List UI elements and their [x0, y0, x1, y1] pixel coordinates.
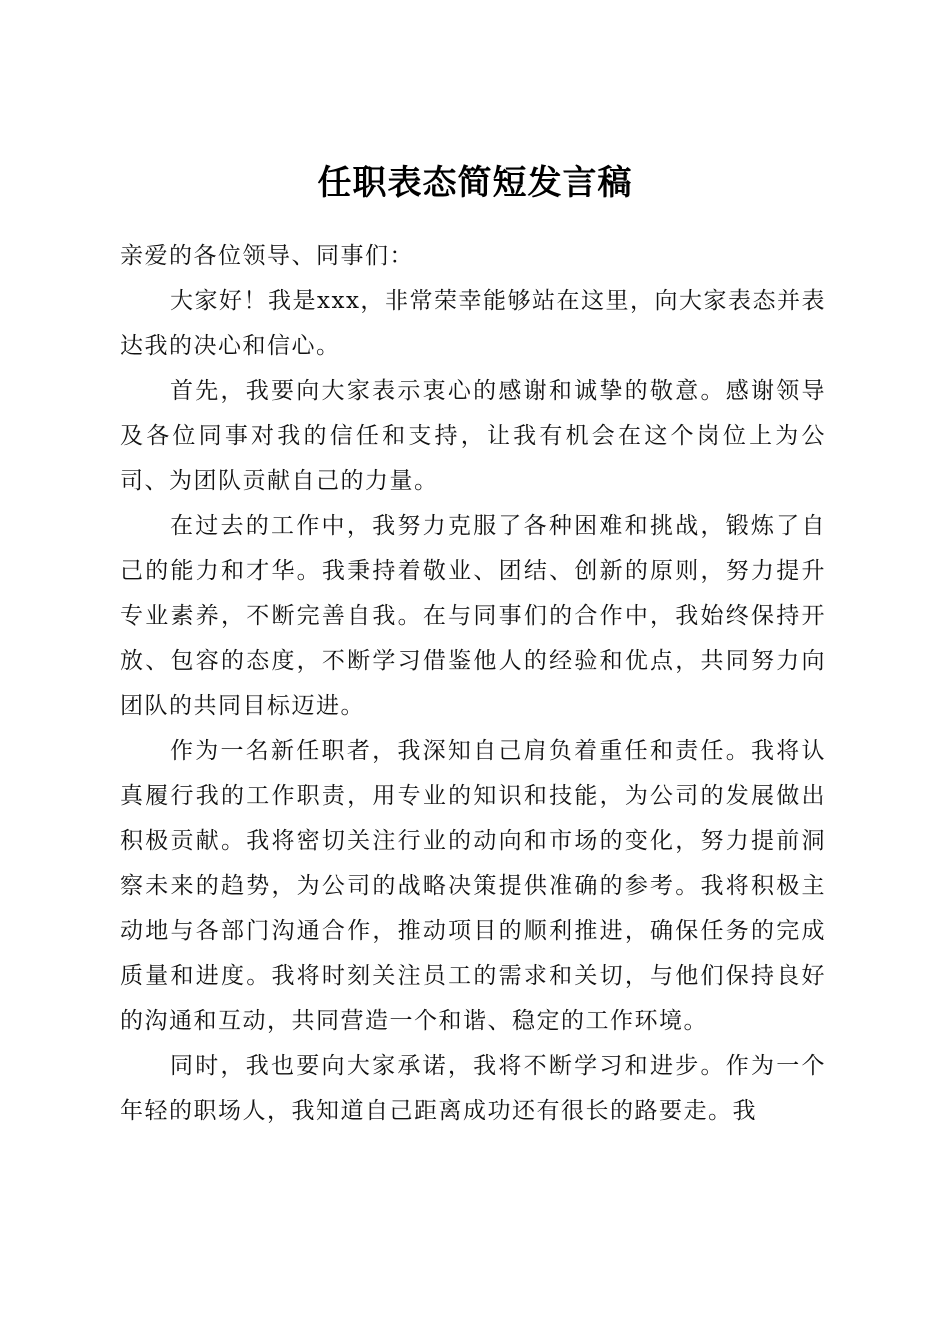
document-title: 任职表态简短发言稿	[317, 162, 633, 203]
greeting-line: 亲爱的各位领导、同事们：	[120, 243, 414, 269]
paragraph-1: 大家好！我是xxx，非常荣幸能够站在这里，向大家表态并表达我的决心和信心。	[120, 288, 826, 359]
paragraph-4: 作为一名新任职者，我深知自己肩负着重任和责任。我将认真履行我的工作职责，用专业的知识和技能，为公司的发展做出积极贡献。我将密切关注行业的动向和市场的变化，努力提前洞察未来的趋势，为公司的战略决策提供准确的参考。我将积极主动地与各部门沟通合作，推动项目的顺利推进，确保任务的完成质量和进度。我将时刻关注员工的需求和关切，与他们保持良好的沟通和互动，共同营造一个和谐、稳定的工作环境。	[120, 738, 826, 1034]
paragraph-5: 同时，我也要向大家承诺，我将不断学习和进步。作为一个年轻的职场人，我知道自己距离成功还有很长的路要走。我	[120, 1053, 826, 1124]
document-body	[120, 234, 826, 1134]
paragraph-3: 在过去的工作中，我努力克服了各种困难和挑战，锻炼了自己的能力和才华。我秉持着敬业、团结、创新的原则，努力提升专业素养，不断完善自我。在与同事们的合作中，我始终保持开放、包容的态度，不断学习借鉴他人的经验和优点，共同努力向团队的共同目标迈进。	[120, 513, 826, 719]
paragraph-2: 首先，我要向大家表示衷心的感谢和诚挚的敬意。感谢领导及各位同事对我的信任和支持，让我有机会在这个岗位上为公司、为团队贡献自己的力量。	[120, 378, 826, 494]
